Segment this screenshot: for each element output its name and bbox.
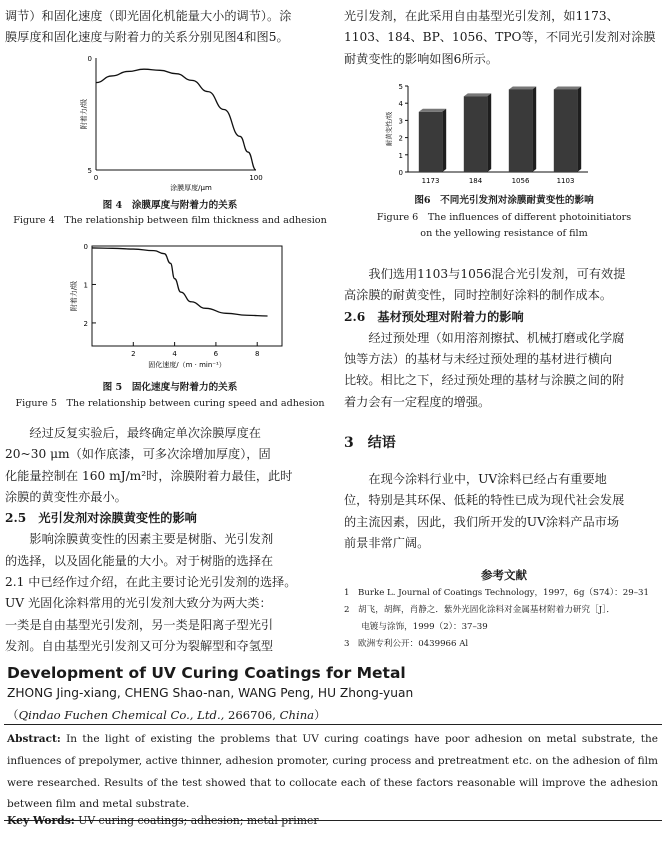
y-axis-label: 耐黄变性/级 (385, 111, 393, 147)
y-tick-label: 2 (83, 319, 88, 328)
bar (554, 89, 577, 172)
text-line: 经过反复实验后，最终确定单次涂膜厚度在 (29, 426, 261, 440)
y-tick-label: 3 (398, 117, 403, 126)
text-line: 2.1 中已经作过介绍，在此主要讨论光引发剂的选择。 (5, 575, 297, 590)
x-tick-label: 6 (213, 350, 219, 358)
abstract-box (4, 724, 662, 821)
text-line: 发剂。自由基型光引发剂又可分为裂解型和夺氢型 (5, 638, 274, 653)
bar-side (487, 93, 491, 172)
bar-top (509, 86, 536, 89)
text-line: 比较。相比之下，经过预处理的基材与涂膜之间的附 (344, 373, 625, 388)
y-tick-label: 1 (83, 281, 88, 290)
affil-close: ） (314, 708, 326, 722)
text-line: 着力会有一定程度的增强。 (344, 394, 491, 409)
figure-6-caption-cn: 图6 不同光引发剂对涂膜耐黄变性的影响 (414, 195, 594, 206)
x-tick-label: 0 (93, 174, 99, 182)
bar-top (554, 86, 581, 89)
text-line: 化能量控制在 160 mJ/m²时，涂膜附着力最佳，此时 (5, 468, 293, 483)
figure-4-caption-cn: 图 4 涂膜厚度与附着力的关系 (102, 200, 238, 211)
text-line: 光引发剂，在此采用自由基型光引发剂，如1173、 (344, 9, 619, 23)
section-2-6-title: 2.6 基材预处理对附着力的影响 (344, 309, 524, 324)
figure-5-caption-cn: 图 5 固化速度与附着力的关系 (102, 382, 238, 393)
figure-6-caption-en: Figure 6 The influences of different photoinitiators (376, 212, 632, 223)
text-line: 20~30 μm（如作底漆，可多次涂增加厚度），固 (5, 447, 271, 462)
text-line: 调节）和固化速度（即光固化机能量大小的调节）。涂 (5, 9, 292, 23)
text-line: 一类是自由基型光引发剂，另一类是阳离子型光引 (5, 617, 274, 632)
x-tick-label: 8 (254, 350, 260, 358)
figure-4-chart (70, 48, 290, 198)
text-line: UV 光固化涂料常用的光引发剂大致分为两大类： (5, 596, 272, 611)
x-axis-label: 涂膜厚度/μm (170, 184, 212, 192)
bar-side (577, 86, 581, 172)
keywords-label: Key Words: (7, 814, 75, 827)
text-line: 前景非常广阔。 (344, 535, 430, 550)
y-tick-label: 0 (83, 243, 88, 251)
abstract-label: Abstract: (7, 733, 61, 745)
reference-2-cont: 电镀与涂饰，1999（2）：37–39 (344, 622, 488, 632)
bar-top (464, 93, 491, 96)
x-tick-label: 2 (131, 350, 136, 358)
text-line: 我们选用1103与1056混合光引发剂，可有效提 (368, 267, 626, 281)
x-tick-label: 100 (249, 174, 263, 182)
text-line: 经过预处理（如用溶剂擦拭、机械打磨或化学腐 (368, 330, 625, 345)
x-tick-label: 184 (468, 177, 483, 185)
figure-5-caption-en: Figure 5 The relationship between curing speed and adhesion (15, 398, 325, 409)
figure-6-caption-en-2: on the yellowing resistance of film (420, 228, 588, 239)
bar (464, 96, 487, 172)
y-tick-label: 5 (87, 167, 92, 175)
english-title: Development of UV Curing Coatings for Metal (7, 664, 406, 682)
bar-side (442, 109, 446, 172)
y-tick-label: 4 (398, 100, 403, 109)
plot-frame (92, 246, 282, 346)
keywords-text: UV curing coatings; adhesion; metal primer (74, 814, 319, 827)
abstract (7, 729, 658, 816)
left-top-text (5, 6, 325, 49)
y-axis-label: 附着力/级 (80, 98, 88, 130)
right-conclusion-text (344, 469, 664, 554)
bar (419, 112, 442, 172)
series-line (92, 248, 268, 316)
affil-country: China (279, 708, 315, 722)
x-tick-label: 1103 (556, 177, 575, 185)
x-tick-label: 1173 (421, 177, 440, 185)
english-affiliation (7, 707, 326, 723)
section-3-title: 3 结语 (344, 435, 396, 451)
text-line: 位，特别是其环保、低耗的特性已成为现代社会发展 (344, 493, 625, 508)
section-2-5-title: 2.5 光引发剂对涂膜黄变性的影响 (5, 511, 197, 526)
keywords (7, 814, 319, 827)
references-title: 参考文献 (481, 568, 527, 582)
text-line: 在现今涂料行业中，UV涂料已经占有重要地 (368, 472, 607, 486)
x-axis-label: 固化速度/（m · min⁻¹） (148, 361, 226, 369)
x-tick-label: 1056 (511, 177, 530, 185)
reference-1: 1 Burke L. Journal of Coatings Technology，1997，6g（S74）：29–31 (344, 588, 649, 598)
text-line: 1103、184、BP、1056、TPO等，不同光引发剂对涂膜 (344, 30, 656, 45)
text-line: 蚀等方法）的基材与未经过预处理的基材进行横向 (344, 352, 613, 367)
text-line: 影响涂膜黄变性的因素主要是树脂、光引发剂 (29, 532, 274, 547)
x-tick-label: 4 (172, 350, 177, 358)
bar (509, 89, 532, 172)
text-line: 耐黄变性的影响如图6所示。 (344, 51, 499, 66)
left-lower-text (5, 423, 325, 657)
affil-plain: 266706, (228, 708, 280, 722)
figure-6-chart (378, 80, 598, 192)
text-line: 的选择，以及固化能量的大小。对于树脂的选择在 (5, 553, 274, 568)
right-top-text (344, 6, 664, 70)
right-middle-text (344, 264, 664, 413)
y-tick-label: 0 (87, 55, 92, 63)
abstract-text: In the light of existing the problems that UV curing coatings have poor adhesion on metal substrate, the influences of prepolymer, active thinner, adhesion promoter, curing process and pretreatment etc. on the adhesion of film were researched. Results of the test showed that to collocate each of these factors reasonable will improve the adhesion between film and metal substrate. (7, 733, 658, 811)
text-line: 涂膜的黄变性亦最小。 (5, 489, 127, 504)
text-line: 的主流因素，因此，我们所开发的UV涂料产品市场 (344, 514, 620, 529)
english-authors: ZHONG Jing-xiang, CHENG Shao-nan, WANG Peng, HU Zhong-yuan (7, 686, 414, 700)
y-tick-label: 2 (398, 134, 403, 143)
y-tick-label: 5 (398, 83, 403, 91)
reference-3: 3 欧洲专利公开：0439966 Al (344, 639, 469, 649)
affil-italic: Qindao Fuchen Chemical Co., Ltd., (18, 708, 229, 722)
bar-side (532, 86, 536, 172)
figure-4-caption-en: Figure 4 The relationship between film thickness and adhesion (13, 215, 327, 226)
y-axis-label: 附着力/级 (70, 280, 78, 312)
affil-open: （ (7, 708, 19, 722)
reference-2: 2 胡飞，胡辉，肖静之．紫外光固化涂料对金属基材附着力研究［J］． (344, 605, 616, 615)
y-tick-label: 0 (398, 169, 403, 177)
y-tick-label: 1 (398, 151, 403, 160)
bar-top (419, 109, 446, 112)
text-line: 高涂膜的耐黄变性，同时控制好涂料的制作成本。 (344, 288, 613, 303)
figure-5-chart (62, 236, 292, 376)
text-line: 膜厚度和固化速度与附着力的关系分别见图4和图5。 (5, 30, 289, 45)
series-line (96, 69, 256, 170)
